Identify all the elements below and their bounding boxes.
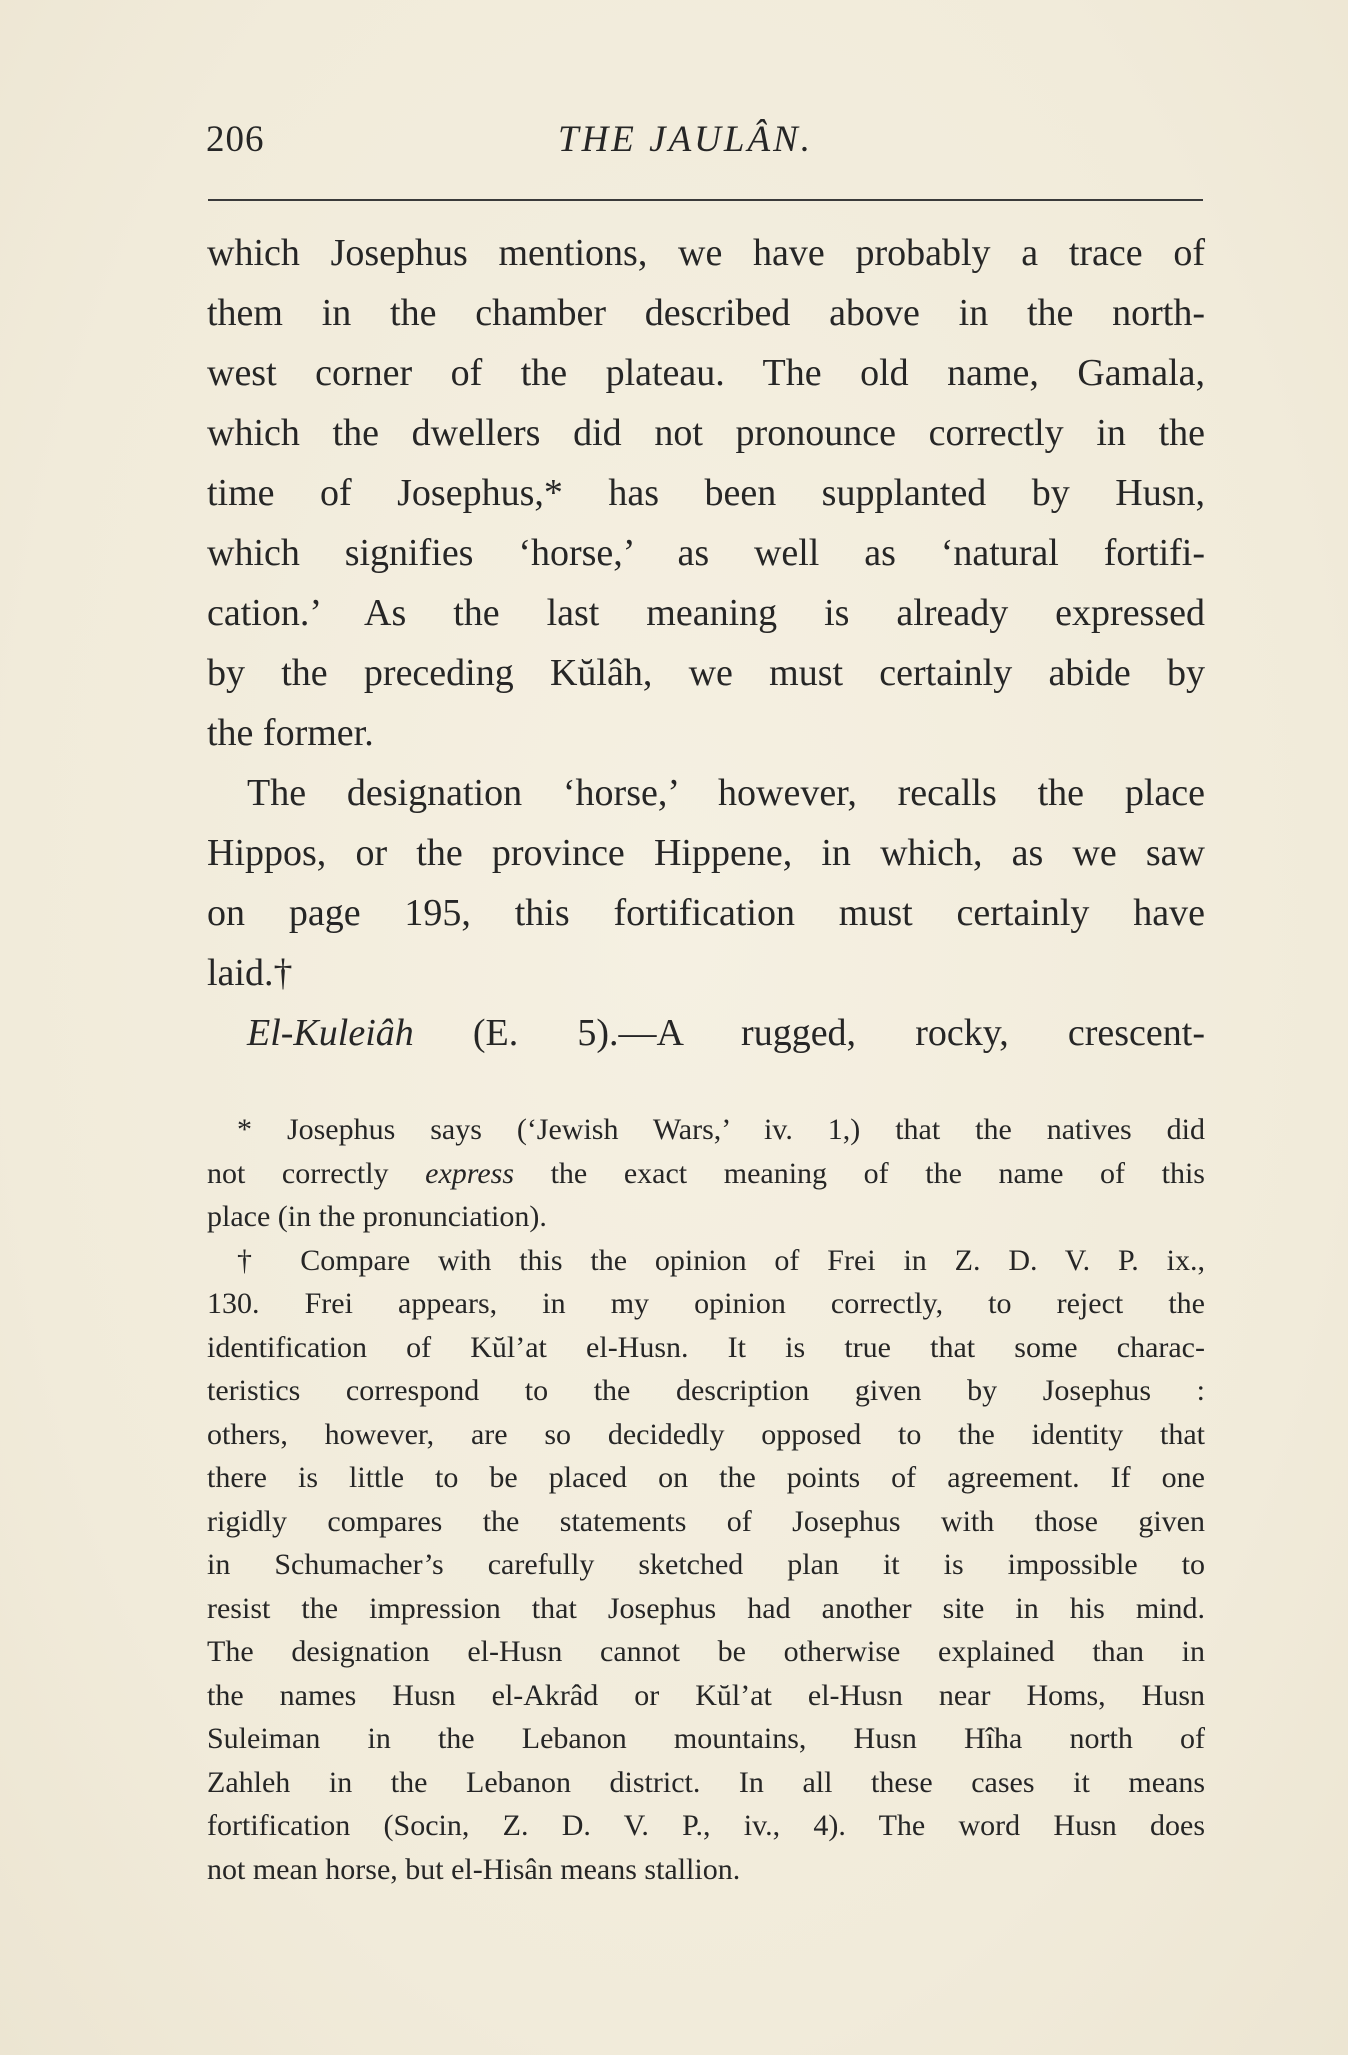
body-line: on page 195, this fortification must certainly have	[207, 892, 1205, 934]
footnote-line: in Schumacher’s carefully sketched plan it is impossible to	[207, 1548, 1205, 1581]
body-line-entry	[207, 1003, 1205, 1063]
footnotes	[207, 1108, 1205, 1891]
body-line: Hippos, or the province Hippene, in which, as we saw	[207, 832, 1205, 874]
body-line: time of Josephus,* has been supplanted by Husn,	[207, 472, 1205, 514]
footnote-line: † Compare with this the opinion of Frei in Z. D. V. P. ix.,	[237, 1243, 1205, 1277]
entry-text: (E. 5).—A rugged, rocky, crescent-	[413, 1012, 1205, 1054]
body-line: The designation ‘horse,’ however, recalls the place	[247, 772, 1205, 814]
footnote-line	[207, 1152, 1205, 1196]
footnote-line: there is little to be placed on the points of agreement. If one	[207, 1461, 1205, 1494]
footnote-line: identification of Kŭl’at el-Husn. It is true that some charac-	[207, 1330, 1205, 1364]
footnote-italic: express	[425, 1156, 514, 1190]
body-line: which Josephus mentions, we have probably a trace of	[207, 232, 1205, 274]
footnote-text: not correctly	[207, 1156, 426, 1190]
page-header	[206, 118, 1206, 178]
footnote-line: The designation el-Husn cannot be otherwise explained than in	[207, 1635, 1205, 1668]
body-line: them in the chamber described above in the north-	[207, 292, 1205, 334]
body-line: west corner of the plateau. The old name, Gamala,	[207, 352, 1205, 394]
body-line: cation.’ As the last meaning is already expressed	[207, 592, 1205, 634]
body-line: which signifies ‘horse,’ as well as ‘natural fortifi-	[207, 532, 1205, 574]
footnote-line: rigidly compares the statements of Josephus with those given	[207, 1504, 1205, 1538]
body-line: laid.†	[207, 952, 293, 994]
footnote-line: Zahleh in the Lebanon district. In all these cases it means	[207, 1765, 1205, 1799]
footnote-line: the names Husn el-Akrâd or Kŭl’at el-Husn near Homs, Husn	[207, 1678, 1205, 1712]
body-line: which the dwellers did not pronounce correctly in the	[207, 412, 1205, 454]
footnote-line: others, however, are so decidedly opposed to the identity that	[207, 1417, 1205, 1451]
header-rule	[208, 199, 1203, 201]
footnote-line: * Josephus says (‘Jewish Wars,’ iv. 1,) that the natives did	[237, 1113, 1205, 1146]
body-line: by the preceding Kŭlâh, we must certainly abide by	[207, 652, 1205, 694]
footnote-line: not mean horse, but el-Hisân means stallion.	[207, 1852, 741, 1886]
running-title: THE JAULÂN.	[558, 119, 813, 160]
body-line: the former.	[207, 712, 374, 754]
footnote-line: resist the impression that Josephus had another site in his mind.	[207, 1591, 1205, 1625]
footnote-text: the exact meaning of the name of this	[514, 1156, 1205, 1190]
main-text	[207, 223, 1205, 1063]
footnote-line: 130. Frei appears, in my opinion correctly, to reject the	[207, 1287, 1205, 1320]
footnote-line: teristics correspond to the description given by Josephus :	[207, 1374, 1205, 1407]
footnote-line: place (in the pronunciation).	[207, 1200, 547, 1233]
footnote-line: Suleiman in the Lebanon mountains, Husn Hîha north of	[207, 1722, 1205, 1755]
footnote-line: fortification (Socin, Z. D. V. P., iv., 4). The word Husn does	[207, 1809, 1205, 1842]
page-number: 206	[206, 119, 265, 160]
entry-term: El-Kuleiâh	[247, 1012, 414, 1054]
